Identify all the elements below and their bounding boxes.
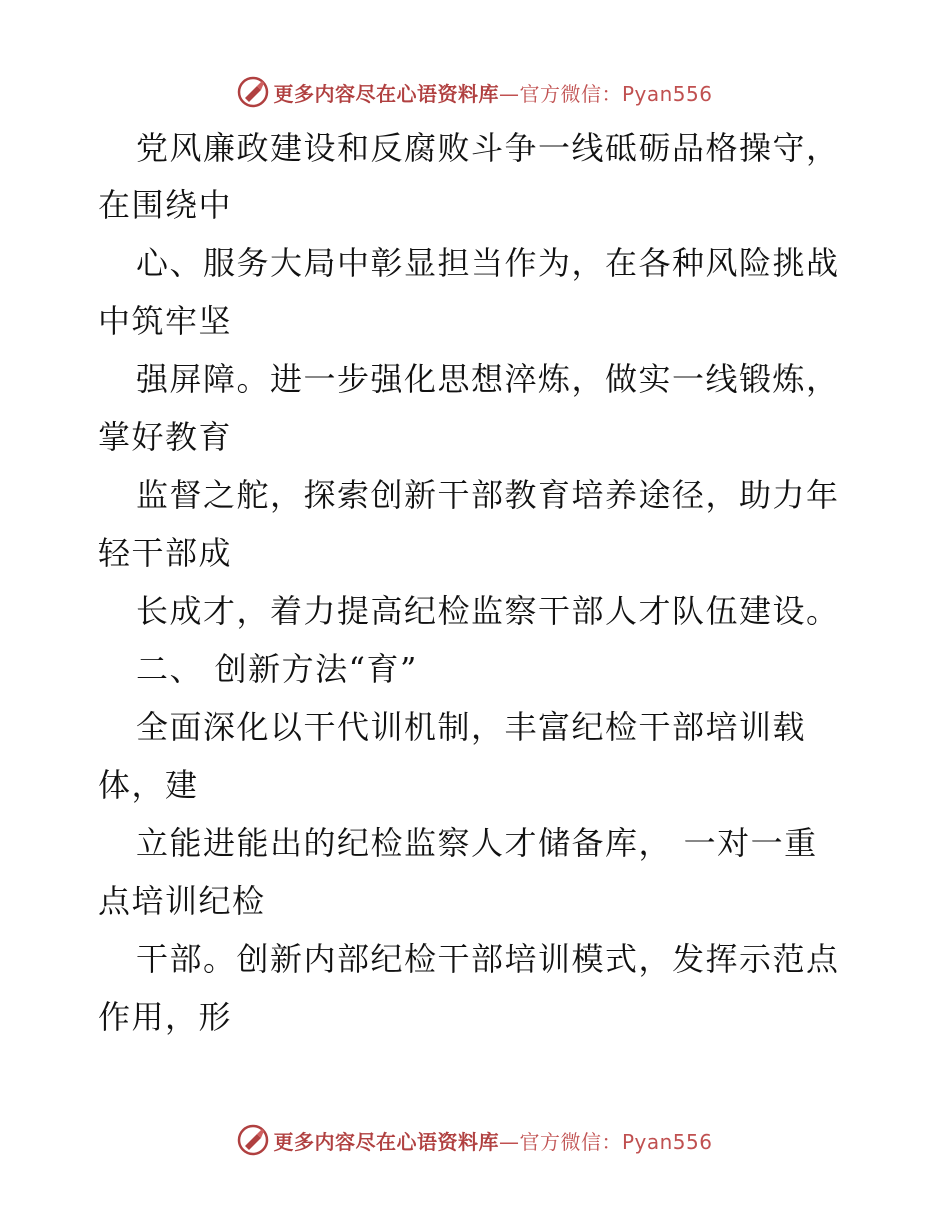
footer-banner-text: 更多内容尽在心语资料库 [273,1129,499,1154]
text-line: 干部。创新内部纪检干部培训模式，发挥示范点 [136,940,840,978]
footer-banner-wechat: —官方微信：Pyan556 [498,1129,713,1154]
text-line: 点培训纪检 [98,882,266,920]
text-line: 作用，形 [98,998,233,1036]
logo-icon [237,1124,269,1156]
text-line: 中筑牢坚 [98,302,233,340]
section-heading: 二、 创新方法“育” [136,650,418,688]
text-line: 监督之舵，探索创新干部教育培养途径，助力年 [136,476,840,514]
text-line: 心、服务大局中彰显担当作为，在各种风险挑战 [136,244,840,282]
text-line: 体，建 [98,766,199,804]
text-line: 强屏障。进一步强化思想淬炼，做实一线锻炼， [136,360,840,398]
header-banner-wechat: —官方微信：Pyan556 [498,81,713,106]
logo-icon [237,76,269,108]
text-line: 长成才，着力提高纪检监察干部人才队伍建设。 [136,592,840,630]
text-line: 党风廉政建设和反腐败斗争一线砥砺品格操守， [136,129,840,167]
text-line: 立能进能出的纪检监察人才储备库， 一对一重 [136,824,818,862]
text-line: 在围绕中 [98,186,233,224]
footer-watermark-banner [0,1120,950,1160]
header-banner-text: 更多内容尽在心语资料库 [273,81,499,106]
text-line: 轻干部成 [98,534,233,572]
header-watermark-banner [0,72,950,112]
text-line: 全面深化以干代训机制，丰富纪检干部培训载 [136,708,807,746]
text-line: 掌好教育 [98,418,233,456]
